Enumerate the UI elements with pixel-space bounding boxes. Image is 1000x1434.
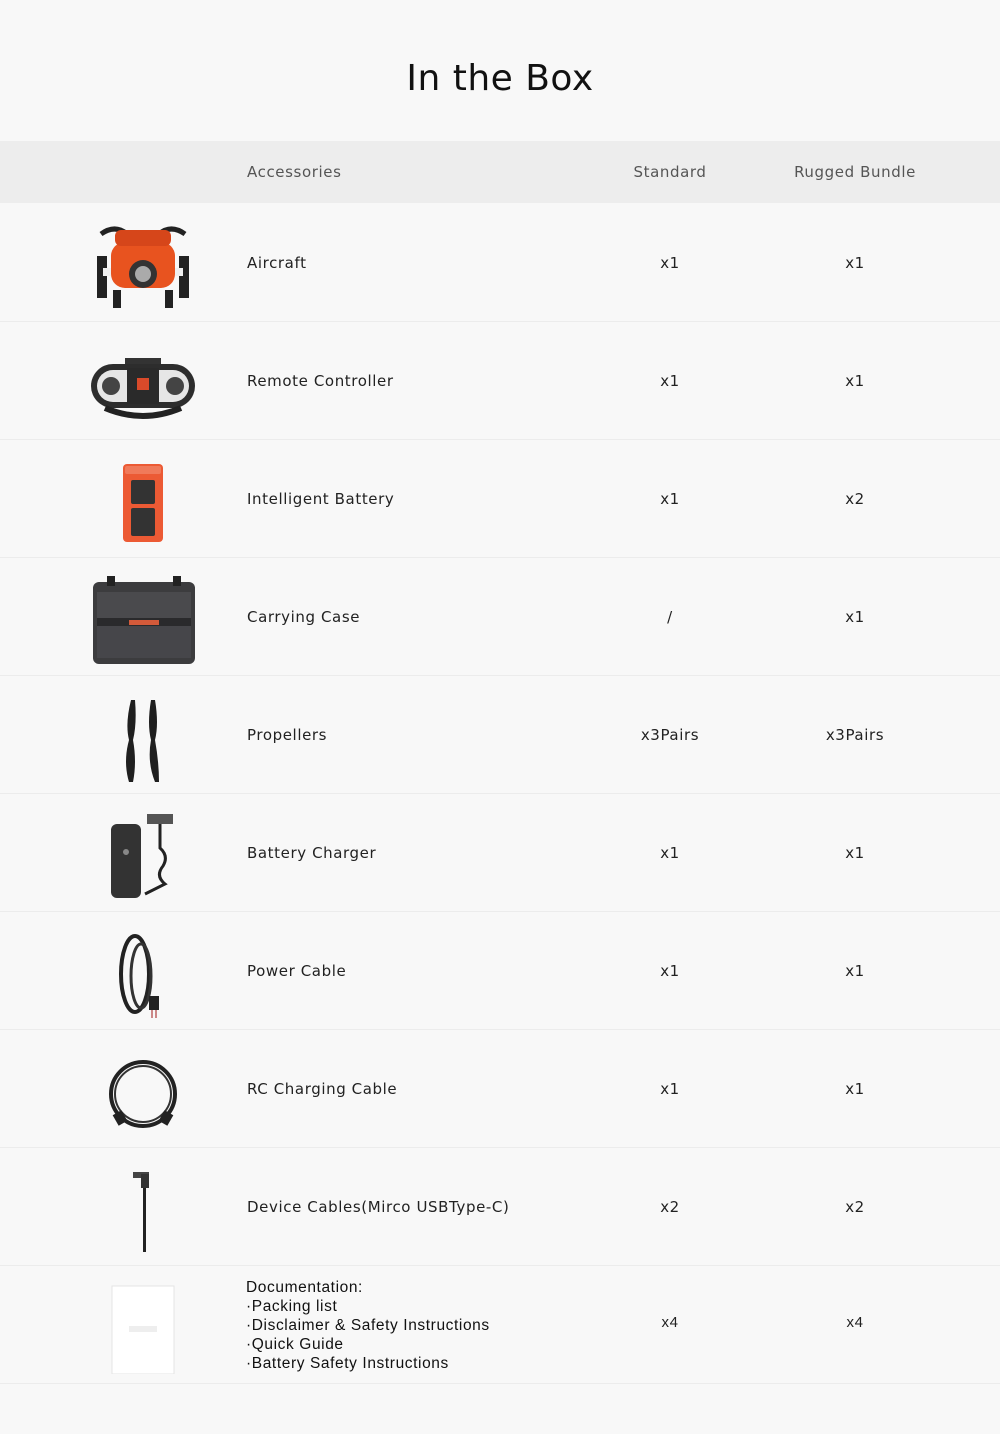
standard-qty: / [667, 608, 673, 626]
battery-icon [85, 448, 201, 548]
standard-qty: x1 [660, 490, 680, 508]
rugged-qty: x2 [845, 490, 865, 508]
item-name: Power Cable [247, 962, 347, 980]
remote-controller-icon [85, 330, 201, 430]
documentation-line: ·Disclaimer & Safety Instructions [246, 1317, 490, 1334]
item-name: Battery Charger [247, 844, 377, 862]
table-row [0, 1030, 1000, 1148]
item-name: Device Cables(Mirco USBType-C) [247, 1198, 510, 1216]
documentation-line: Documentation: [246, 1279, 363, 1296]
rugged-qty: x1 [845, 1080, 865, 1098]
table-row [0, 794, 1000, 912]
rugged-qty: x1 [845, 372, 865, 390]
documentation-line: ·Packing list [246, 1298, 338, 1315]
documentation-line: ·Battery Safety Instructions [246, 1355, 449, 1372]
rugged-qty: x3Pairs [825, 726, 885, 744]
standard-qty: x1 [660, 372, 680, 390]
header-rugged-bundle: Rugged Bundle [794, 163, 916, 181]
usb-cable-icon [85, 1038, 201, 1138]
item-name: Carrying Case [247, 608, 361, 626]
item-name: Propellers [247, 726, 328, 744]
header-standard: Standard [633, 163, 707, 181]
item-name: Remote Controller [247, 372, 394, 390]
rugged-qty: x1 [845, 254, 865, 272]
standard-qty: x1 [660, 844, 680, 862]
documentation-list [246, 1278, 490, 1373]
table-row [0, 322, 1000, 440]
rugged-qty: x1 [845, 962, 865, 980]
documents-icon [85, 1274, 201, 1374]
table-row [0, 1148, 1000, 1266]
propeller-icon [85, 684, 201, 784]
power-cable-icon [85, 920, 201, 1020]
page-title: In the Box [406, 58, 594, 99]
table-row [0, 558, 1000, 676]
rugged-qty: x4 [846, 1314, 864, 1331]
table-row [0, 204, 1000, 322]
table-row [0, 440, 1000, 558]
carrying-case-icon [85, 566, 201, 666]
item-name: Intelligent Battery [247, 490, 395, 508]
drone-icon [85, 212, 201, 312]
table-row [0, 1266, 1000, 1384]
charger-icon [85, 802, 201, 902]
table-row [0, 912, 1000, 1030]
header-accessories: Accessories [247, 163, 342, 181]
rugged-qty: x1 [845, 608, 865, 626]
standard-qty: x2 [660, 1198, 680, 1216]
table-row [0, 676, 1000, 794]
item-name: Aircraft [247, 254, 307, 272]
rugged-qty: x2 [845, 1198, 865, 1216]
standard-qty: x1 [660, 962, 680, 980]
rugged-qty: x1 [845, 844, 865, 862]
table-header [0, 141, 1000, 203]
documentation-line: ·Quick Guide [246, 1336, 344, 1353]
standard-qty: x3Pairs [640, 726, 700, 744]
item-name: RC Charging Cable [247, 1080, 398, 1098]
standard-qty: x1 [660, 254, 680, 272]
standard-qty: x1 [660, 1080, 680, 1098]
standard-qty: x4 [661, 1314, 679, 1331]
device-cable-icon [85, 1156, 201, 1256]
